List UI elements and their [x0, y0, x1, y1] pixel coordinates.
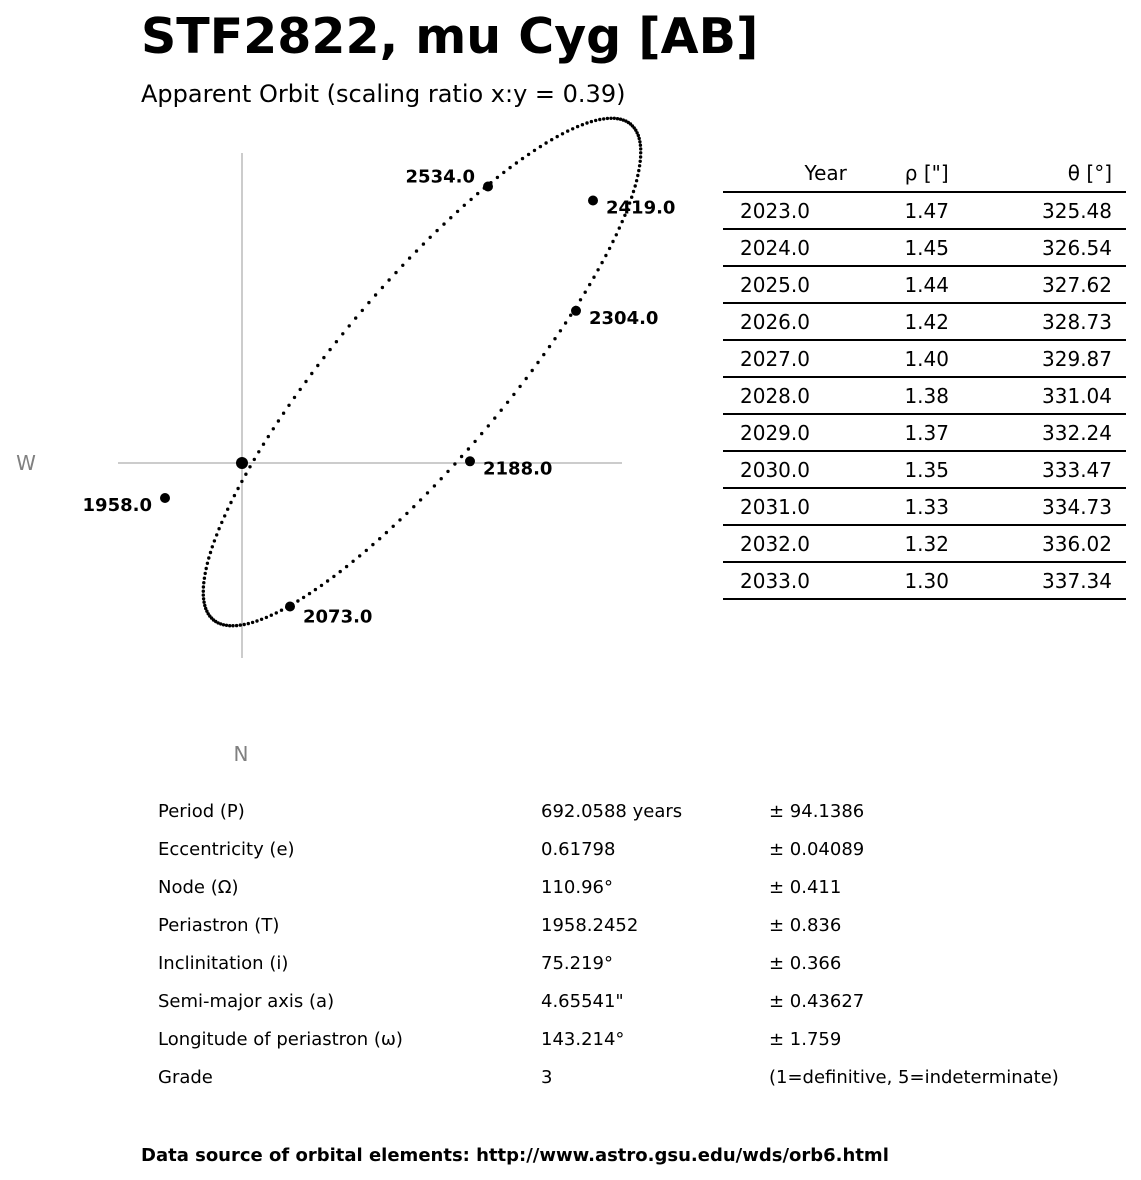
orbit-point	[394, 271, 397, 274]
orbit-point	[215, 533, 218, 536]
orbit-point	[581, 123, 584, 126]
orbit-point	[566, 129, 569, 132]
orbital-elements	[158, 793, 1118, 1097]
orbit-point	[487, 424, 490, 427]
orbit-point	[559, 329, 562, 332]
epoch-label: 2304.0	[589, 307, 659, 329]
orbit-point	[345, 565, 348, 568]
orbit-point	[248, 465, 251, 468]
orbit-point	[606, 117, 609, 120]
orbit-point	[401, 264, 404, 267]
element-error: ± 1.759	[769, 1029, 842, 1050]
orbit-point	[255, 619, 258, 622]
rho-cell: 1.35	[873, 451, 981, 488]
element-row	[158, 869, 1118, 907]
rho-cell: 1.42	[873, 303, 981, 340]
orbit-point	[496, 176, 499, 179]
orbit-point	[635, 179, 638, 182]
rho-cell: 1.47	[873, 192, 981, 229]
orbit-point	[553, 337, 556, 340]
theta-cell: 328.73	[981, 303, 1126, 340]
orbit-point	[493, 416, 496, 419]
orbit-point	[381, 286, 384, 289]
element-name: Longitude of periastron (ω)	[158, 1029, 403, 1050]
orbit-point	[341, 332, 344, 335]
table-row	[723, 451, 1126, 488]
orbit-point	[282, 412, 285, 415]
header-year: Year	[723, 155, 873, 192]
orbit-point	[453, 462, 456, 465]
orbit-point	[615, 233, 618, 236]
orbit-point	[207, 556, 210, 559]
year-cell: 2025.0	[723, 266, 873, 303]
orbit-point	[512, 393, 515, 396]
orbit-point	[542, 353, 545, 356]
epoch-marker	[285, 602, 295, 612]
theta-cell: 337.34	[981, 562, 1126, 599]
orbit-point	[398, 518, 401, 521]
orbit-point	[564, 321, 567, 324]
chart-title: STF2822, mu Cyg [AB]	[141, 8, 759, 65]
orbit-point	[371, 543, 374, 546]
table-row	[723, 488, 1126, 525]
element-row	[158, 907, 1118, 945]
primary-star-marker	[236, 457, 248, 469]
orbit-point	[539, 145, 542, 148]
orbit-point	[440, 477, 443, 480]
orbit-point	[204, 572, 207, 575]
orbit-point	[621, 220, 624, 223]
element-row	[158, 793, 1118, 831]
orbit-point	[275, 611, 278, 614]
epoch-label: 2188.0	[483, 458, 553, 480]
element-value: 692.0588 years	[541, 801, 683, 822]
orbit-point	[202, 581, 205, 584]
orbit-point	[531, 369, 534, 372]
orbit-point	[598, 118, 601, 121]
orbit-point	[618, 226, 621, 229]
orbit-point	[223, 514, 226, 517]
table-row	[723, 414, 1126, 451]
element-name: Inclinitation (i)	[158, 953, 289, 974]
orbit-point	[348, 324, 351, 327]
orbit-point	[449, 216, 452, 219]
orbit-point	[251, 621, 254, 624]
element-name: Node (Ω)	[158, 877, 239, 898]
orbit-point	[213, 539, 216, 542]
orbit-point	[365, 549, 368, 552]
orbit-point	[339, 570, 342, 573]
theta-cell: 336.02	[981, 525, 1126, 562]
orbit-point	[235, 624, 238, 627]
orbit-point	[265, 616, 268, 619]
orbit-point	[408, 256, 411, 259]
orbit-point	[405, 512, 408, 515]
element-value: 0.61798	[541, 839, 616, 860]
orbit-point	[579, 298, 582, 301]
orbit-point	[527, 153, 530, 156]
orbit-point	[460, 455, 463, 458]
header-rho: ρ ["]	[873, 155, 981, 192]
element-value: 1958.2452	[541, 915, 639, 936]
epoch-label: 2073.0	[303, 606, 373, 628]
data-source-note: Data source of orbital elements: http://www.astro.gsu.edu/wds/orb6.html	[141, 1145, 889, 1166]
ephemeris-table	[723, 155, 1126, 600]
orbit-point	[202, 593, 205, 596]
orbit-point	[296, 599, 299, 602]
orbit-point	[326, 579, 329, 582]
orbit-point	[236, 487, 239, 490]
rho-cell: 1.38	[873, 377, 981, 414]
orbit-point	[262, 443, 265, 446]
orbit-point	[217, 527, 220, 530]
orbit-point	[314, 588, 317, 591]
orbit-point	[205, 567, 208, 570]
epoch-marker	[571, 306, 581, 316]
orbit-point	[220, 521, 223, 524]
orbit-point	[571, 127, 574, 130]
epoch-label: 2419.0	[606, 197, 676, 219]
table-row	[723, 303, 1126, 340]
orbit-point	[592, 276, 595, 279]
orbit-point	[270, 614, 273, 617]
theta-cell: 327.62	[981, 266, 1126, 303]
element-error: ± 94.1386	[769, 801, 865, 822]
orbit-point	[616, 117, 619, 120]
orbit-point	[506, 401, 509, 404]
orbit-point	[548, 345, 551, 348]
orbit-point	[469, 198, 472, 201]
orbit-point	[518, 385, 521, 388]
table-row	[723, 525, 1126, 562]
orbit-point	[374, 293, 377, 296]
orbit-point	[332, 575, 335, 578]
orbit-point	[385, 531, 388, 534]
theta-cell: 333.47	[981, 451, 1126, 488]
rho-cell: 1.33	[873, 488, 981, 525]
element-value: 4.65541"	[541, 991, 624, 1012]
orbit-point	[206, 562, 209, 565]
orbit-point	[244, 473, 247, 476]
orbit-point	[243, 623, 246, 626]
orbit-path	[202, 117, 643, 628]
theta-cell: 332.24	[981, 414, 1126, 451]
element-row	[158, 831, 1118, 869]
orbit-point	[446, 470, 449, 473]
orbit-point	[508, 166, 511, 169]
orbit-point	[600, 261, 603, 264]
orbit-point	[609, 117, 612, 120]
orbit-point	[415, 249, 418, 252]
orbit-point	[240, 480, 243, 483]
orbit-point	[231, 624, 234, 627]
orbit-point	[585, 121, 588, 124]
orbit-point	[521, 157, 524, 160]
orbit-point	[561, 132, 564, 135]
orbit-point	[354, 316, 357, 319]
orbit-point	[576, 125, 579, 128]
orbit-point	[239, 623, 242, 626]
table-header-row	[723, 155, 1126, 192]
orbit-point	[412, 505, 415, 508]
orbit-point	[328, 348, 331, 351]
year-cell: 2026.0	[723, 303, 873, 340]
orbit-point	[594, 119, 597, 122]
element-value: 3	[541, 1067, 553, 1088]
element-name: Semi-major axis (a)	[158, 991, 335, 1012]
orbit-point	[253, 458, 256, 461]
orbit-point	[556, 135, 559, 138]
element-error: ± 0.04089	[769, 839, 865, 860]
orbit-point	[550, 138, 553, 141]
orbit-point	[267, 435, 270, 438]
orbit-point	[229, 501, 232, 504]
orbit-point	[211, 545, 214, 548]
element-error: ± 0.411	[769, 877, 842, 898]
orbit-point	[476, 192, 479, 195]
orbit-point	[367, 301, 370, 304]
orbit-point	[257, 450, 260, 453]
element-value: 110.96°	[541, 877, 613, 898]
orbit-point	[525, 377, 528, 380]
element-name: Grade	[158, 1067, 213, 1088]
orbit-point	[639, 147, 642, 150]
element-value: 75.219°	[541, 953, 613, 974]
orbit-point	[316, 364, 319, 367]
orbit-point	[247, 622, 250, 625]
orbit-point	[260, 618, 263, 621]
orbit-point	[277, 419, 280, 422]
orbit-point	[639, 151, 642, 154]
table-row	[723, 377, 1126, 414]
epoch-label: 1958.0	[82, 495, 152, 516]
rho-cell: 1.30	[873, 562, 981, 599]
orbit-point	[500, 409, 503, 412]
orbit-point	[302, 596, 305, 599]
orbit-point	[203, 604, 206, 607]
orbit-point	[392, 525, 395, 528]
orbit-point	[637, 169, 640, 172]
epoch-marker	[483, 182, 493, 192]
orbit-point	[533, 149, 536, 152]
table-row	[723, 192, 1126, 229]
element-row	[158, 945, 1118, 983]
orbit-point	[299, 388, 302, 391]
year-cell: 2028.0	[723, 377, 873, 414]
north-axis-label: N	[233, 742, 249, 766]
orbit-point	[515, 161, 518, 164]
orbit-point	[639, 155, 642, 158]
orbit-point	[632, 190, 635, 193]
orbit-point	[304, 380, 307, 383]
orbit-point	[226, 508, 229, 511]
element-value: 143.214°	[541, 1029, 625, 1050]
orbit-point	[422, 242, 425, 245]
orbit-point	[378, 537, 381, 540]
orbit-point	[335, 340, 338, 343]
orbit-point	[584, 291, 587, 294]
orbit-point	[293, 396, 296, 399]
year-cell: 2024.0	[723, 229, 873, 266]
rho-cell: 1.37	[873, 414, 981, 451]
orbit-point	[463, 204, 466, 207]
orbit-point	[590, 120, 593, 123]
orbit-point	[272, 427, 275, 430]
rho-cell: 1.44	[873, 266, 981, 303]
rho-cell: 1.45	[873, 229, 981, 266]
orbit-point	[287, 404, 290, 407]
orbit-point	[502, 171, 505, 174]
orbit-point	[202, 597, 205, 600]
table-row	[723, 229, 1126, 266]
orbit-point	[602, 117, 605, 120]
orbit-point	[619, 118, 622, 121]
orbit-point	[202, 590, 205, 593]
orbit-point	[636, 174, 639, 177]
orbit-point	[310, 372, 313, 375]
orbit-point	[456, 210, 459, 213]
orbit-point	[639, 144, 642, 147]
table-row	[723, 266, 1126, 303]
orbit-point	[473, 440, 476, 443]
epoch-marker	[588, 196, 598, 206]
orbit-point	[426, 491, 429, 494]
orbit-point	[233, 494, 236, 497]
year-cell: 2033.0	[723, 562, 873, 599]
year-cell: 2027.0	[723, 340, 873, 377]
orbit-point	[209, 551, 212, 554]
theta-cell: 325.48	[981, 192, 1126, 229]
orbit-point	[544, 141, 547, 144]
header-theta: θ [°]	[981, 155, 1126, 192]
epoch-label: 2534.0	[405, 166, 475, 188]
orbit-point	[202, 585, 205, 588]
orbit-point	[225, 624, 228, 627]
orbit-point	[203, 577, 206, 580]
orbit-point	[280, 609, 283, 612]
element-error: ± 0.43627	[769, 991, 865, 1012]
theta-cell: 331.04	[981, 377, 1126, 414]
orbit-point	[429, 236, 432, 239]
orbit-point	[467, 447, 470, 450]
year-cell: 2029.0	[723, 414, 873, 451]
element-row	[158, 983, 1118, 1021]
orbit-point	[638, 140, 641, 143]
theta-cell: 334.73	[981, 488, 1126, 525]
table-row	[723, 562, 1126, 599]
orbit-point	[308, 592, 311, 595]
theta-cell: 326.54	[981, 229, 1126, 266]
element-name: Eccentricity (e)	[158, 839, 295, 860]
year-cell: 2031.0	[723, 488, 873, 525]
west-axis-label: W	[16, 451, 36, 475]
rho-cell: 1.40	[873, 340, 981, 377]
orbit-point	[638, 164, 641, 167]
epoch-markers	[83, 167, 676, 628]
orbit-point	[442, 222, 445, 225]
orbit-point	[228, 624, 231, 627]
rho-cell: 1.32	[873, 525, 981, 562]
element-name: Period (P)	[158, 801, 245, 822]
orbit-point	[433, 484, 436, 487]
epoch-marker	[160, 493, 170, 503]
element-row	[158, 1059, 1118, 1097]
orbit-point	[222, 623, 225, 626]
orbit-point	[608, 247, 611, 250]
orbit-point	[613, 117, 616, 120]
orbit-point	[638, 137, 641, 140]
element-error: ± 0.366	[769, 953, 842, 974]
orbit-point	[322, 356, 325, 359]
chart-subtitle: Apparent Orbit (scaling ratio x:y = 0.39)	[141, 80, 626, 108]
orbit-point	[351, 560, 354, 563]
orbit-plot	[0, 0, 720, 780]
table-row	[723, 340, 1126, 377]
orbit-point	[569, 314, 572, 317]
orbit-point	[596, 268, 599, 271]
orbit-point	[435, 229, 438, 232]
orbit-point	[634, 184, 637, 187]
orbit-point	[361, 309, 364, 312]
orbit-point	[480, 432, 483, 435]
orbit-point	[202, 601, 205, 604]
orbit-point	[387, 278, 390, 281]
orbit-point	[358, 554, 361, 557]
orbit-point	[611, 240, 614, 243]
year-cell: 2032.0	[723, 525, 873, 562]
theta-cell: 329.87	[981, 340, 1126, 377]
orbit-point	[588, 283, 591, 286]
element-error: ± 0.836	[769, 915, 842, 936]
orbit-point	[639, 160, 642, 163]
orbit-point	[320, 584, 323, 587]
element-error: (1=definitive, 5=indeterminate)	[769, 1067, 1059, 1088]
orbit-point	[604, 254, 607, 257]
element-name: Periastron (T)	[158, 915, 280, 936]
year-cell: 2023.0	[723, 192, 873, 229]
year-cell: 2030.0	[723, 451, 873, 488]
epoch-marker	[465, 456, 475, 466]
orbit-point	[536, 361, 539, 364]
orbit-point	[419, 498, 422, 501]
element-row	[158, 1021, 1118, 1059]
